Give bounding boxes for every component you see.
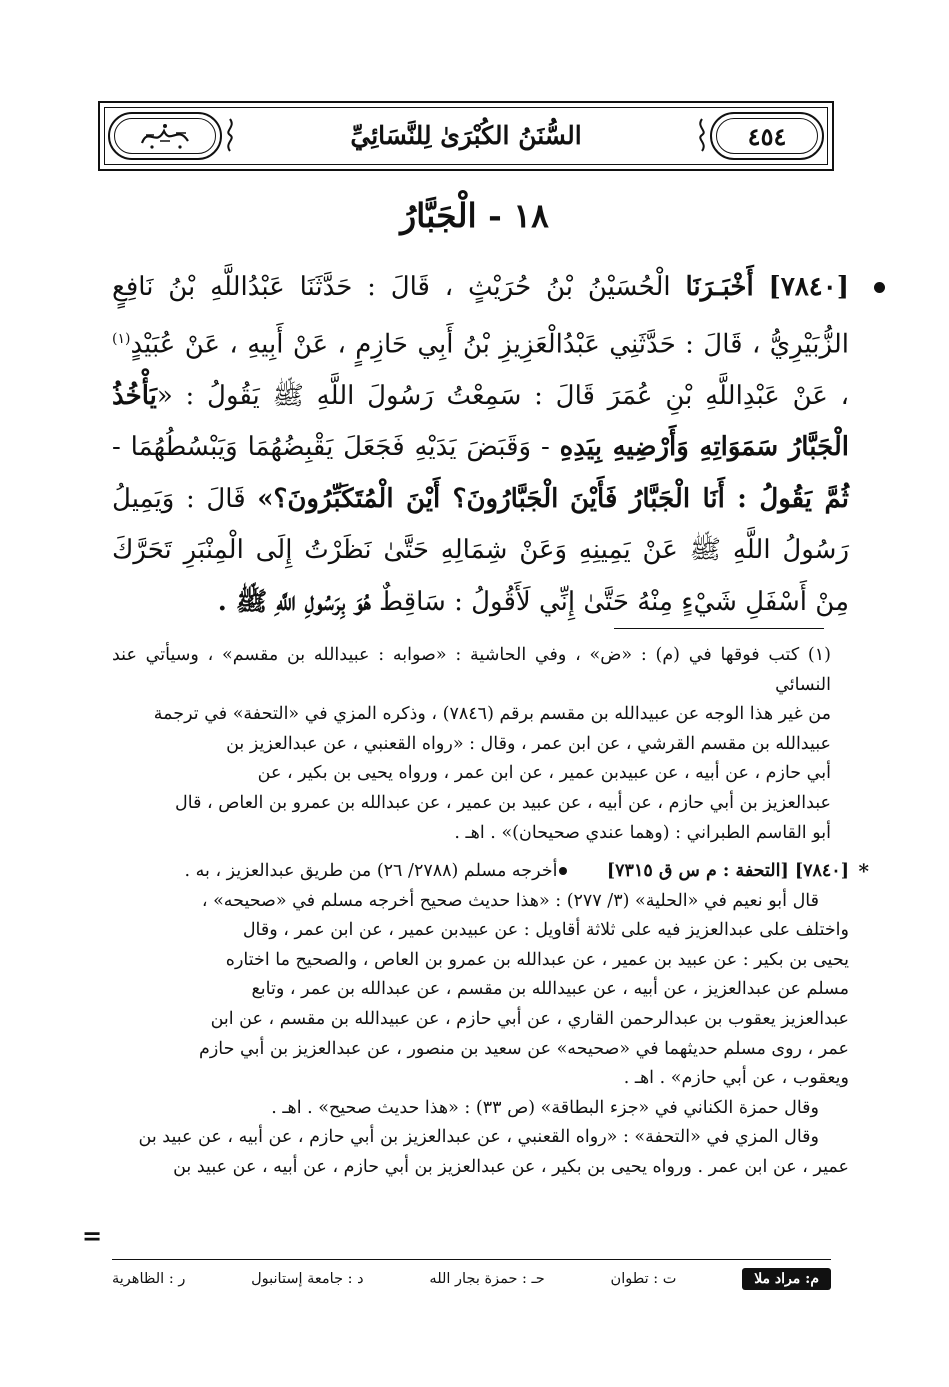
takhrij-line: وقال المزي في «التحفة» : «رواه القعنبي ، عن عبدالعزيز بن أبي حازم ، عن أبيه ، عن عبيد بن [138,1127,819,1148]
calligraphy-emblem-icon [136,121,194,151]
chapter-title: ١٨ - الْجَبَّارُ [400,196,549,235]
manuscript-badge: م: مراد ملا [742,1268,831,1290]
siglum-h: حـ : حمزة بجار الله [429,1271,545,1287]
footnote-line: أبي حازم ، عن أبيه ، عن عبيدبن عمير ، عن ابن عمر ، ورواه يحيى بن بكير ، عن [257,763,831,784]
takhrij-muslim: أخرجه مسلم (٢٧٨٨/ ٢٦) من طريق عبدالعزيز ، به . [184,861,558,881]
hadith-line: الْحُسَيْنُ بْنُ حُرَيْثٍ ، قَالَ : حَدَّثَنَا عَبْدُاللَّهِ بْنُ نَافِعٍ الزُّبَيْرِيُّ ، [112,272,849,360]
hadith-line: ، عَنْ عَبْدِاللَّهِ بْنِ [665,380,850,411]
footnote-line: (١) كتب فوقها في (م) : «ض» ، وفي الحاشية : «صوابه : عبيدالله بن مقسم» ، وسيأتي عند النسائي [112,645,831,695]
ornament-icon [222,117,238,153]
hadith-text [112,262,849,628]
takhrij-line: قال أبو نعيم في «الحلية» (٣/ ٢٧٧) : «هذا حديث صحيح أخرجه مسلم في «صحيحه» ، [201,890,819,911]
footnote-1 [112,641,831,848]
footnote-line: من غير هذا الوجه عن عبيدالله بن مقسم برقم (٧٨٤٦) ، وذكره المزي في «التحفة» في ترجمة [153,704,831,725]
ornament-icon [694,117,710,153]
footer-rule [112,1259,831,1260]
bullet-icon [874,282,885,293]
akhbarana-word: أَخْبَـرَنَا [685,272,754,302]
footnote-line: عبدالعزيز بن أبي حازم ، عن أبيه ، عن عبيد بن عمير ، عن عبدالله بن عمرو بن العاص ، قال [175,792,831,813]
takhrij-line: مسلم عن عبدالعزيز ، عن أبيه ، عن عبيدالله بن مقسم ، عن عبدالله بن عمر ، وتابع [251,979,849,1000]
takhrij-line: يحيى بن بكير : عن عبيد بن عمير ، عن عبدالله بن عمرو بن العاص ، والصحيح ما اختاره [225,949,849,970]
footnote-marker: (١) [112,330,131,347]
hadith-line: قَالَ : وَيَمِيلُ رَسُولُ اللَّهِ ﷺ عَنْ يَمِينِهِ وَعَنْ [112,483,849,566]
siglum-t: ت : تطوان [610,1271,677,1287]
bullet-icon [559,867,567,875]
hadith-matn: ثُمَّ يَقُولُ : أَنَا الْجَبَّارُ فَأَيْنَ [570,483,849,514]
star-icon: * [858,859,869,883]
takhrij-line: واختلف على عبدالعزيز فيه على ثلاثة أقاويل : عن عبيدبن عمير ، عن ابن عمر ، وقال [242,920,849,941]
takhrij-header [112,857,849,887]
emblem-cartouche [108,112,222,160]
takhrij-line: ويعقوب ، عن أبي حازم» . اهـ . [623,1068,849,1089]
page-number: ٤٥٤ [747,121,787,151]
takhrij-line: وقال حمزة الكناني في «جزء البطاقة» (ص ٣٣) : «هذا حديث صحيح» . اهـ . [271,1097,819,1118]
hadith-number: [٧٨٤٠] [768,272,850,302]
manuscript-sigla-footer [112,1264,831,1294]
book-title: السُّنَنُ الكُبْرَىٰ لِلنَّسَائِيِّ [350,120,582,150]
siglum-d: د : جامعة إستانبول [251,1271,364,1287]
hadith-line: - وَقَبَضَ يَدَيْهِ فَجَعَلَ يَقْبِضُهُمَا وَيَبْسُطُهُمَا - [112,432,550,463]
hadith-line: عُمَرَ قَالَ : سَمِعْتُ رَسُولَ اللَّهِ ﷺ يَقُولُ : « [156,380,653,411]
takhrij-line: عمر ، روى مسلم حديثهما في «صحيحه» عن سعيد بن منصور ، عن عبدالعزيز بن أبي حازم [199,1038,849,1059]
hadith-matn: هُوَ بِرَسُولِ اللَّهِ ﷺ . [217,586,371,617]
siglum-r: ر : الظاهرية [112,1271,186,1287]
hadith-line: سَاقِطٌ [379,586,446,617]
hadith-line: شِمَالِهِ حَتَّىٰ نَظَرْتُ إِلَى الْمِنْبَرِ تَحَرَّكَ مِنْ أَسْفَلِ شَيْءٍ مِنْهُ حَتَّىٰ إِنِّي لَأَقُولُ : [112,535,849,617]
takhrij-line: عبدالعزيز يعقوب بن عبدالرحمن القاري ، عن أبي حازم ، عن عبيدالله بن مقسم ، عن ابن [210,1008,849,1029]
footnote-separator [614,628,824,629]
page-number-cartouche [710,112,824,160]
hadith-matn: يَأْخُذُ الْجَبَّارُ سَمَوَاتِهِ وَأَرْضِيهِ بِيَدِهِ [112,380,849,463]
takhrij-reference: [٧٨٤٠] [التحفة : م س ق ٧٣١٥] [606,861,849,881]
footnote-line: أبو القاسم الطبراني : (وهما عندي صحيحان)» . اهـ . [454,822,831,843]
page-header-frame [98,101,834,171]
takhrij-line: عمير ، عن ابن عمر . ورواه يحيى بن بكير ، عن عبدالعزيز بن أبي حازم ، عن أبيه ، عن عبيد بن [173,1156,849,1177]
takhrij-block [112,857,869,1183]
footnote-line: عبيدالله بن مقسم القرشي ، عن ابن عمر ، وقال : «رواه القعنبي ، عن عبدالعزيز بن [226,733,831,754]
hadith-line: قَالَ : حَدَّثَنِي عَبْدُالْعَزِيزِ بْنُ أَبِي حَازِمٍ ، عَنْ أَبِيهِ ، عَنْ عُبَيْدٍ [130,329,743,360]
hadith-matn: الْجَبَّارُونَ؟ أَيْنَ الْمُتَكَبِّرُونَ؟» [257,483,559,514]
continued-mark: = [82,1221,103,1250]
